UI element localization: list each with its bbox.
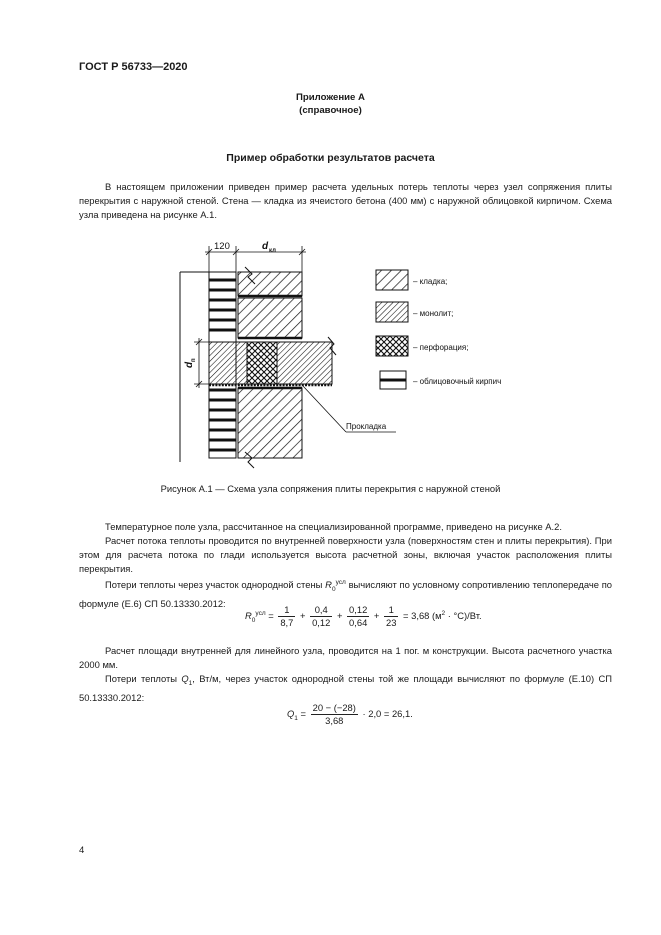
legend-label-masonry: – кладка; [413, 277, 448, 286]
dimension-dn-subscript: п [191, 358, 197, 362]
paragraph-area: Расчет площади внутренней для линейного узла, проводится на 1 пог. м конструкции. Высота расчетного участка 2000 мм. [79, 645, 612, 670]
document-header: ГОСТ Р 56733—2020 [79, 61, 188, 73]
appendix-subtitle: (справочное) [299, 105, 362, 116]
masonry-lower [238, 388, 302, 458]
legend-swatch-masonry [376, 270, 408, 290]
section-title: Пример обработки результатов расчета [226, 152, 435, 164]
dimension-d-label: d [262, 241, 269, 252]
legend-swatch-brick [380, 371, 406, 389]
junction-diagram [150, 234, 530, 480]
paragraph-resistance: Потери теплоты через участок однородной стены $R_0^{усл}$ вычисляют по условному сопротивлению теплопередаче по формуле (Е.6) СП 50.13330.2012: [79, 579, 612, 609]
legend-label-perforation: – перфорация; [413, 343, 469, 352]
legend-swatch-perforation [376, 336, 408, 356]
formula-heat-loss: $Q_1$ = $\frac{20 - (-28)}{3,68}$ · 2,0 = 26,1. [287, 702, 413, 726]
page-number: 4 [79, 845, 85, 856]
dimension-dn-label: d [184, 361, 195, 368]
masonry-upper [238, 272, 302, 296]
paragraph-heat-flow: Расчет потока теплоты проводится по внутренней поверхности узла (поверхностям стен и плиты перекрытия). При этом для расчета потока по глади используется высота расчетной зоны, включая участок расположения плиты перекрытия. [79, 535, 612, 574]
masonry-upper-2 [238, 298, 302, 338]
paragraph-thermal-field: Температурное поле узла, рассчитанное на специализированной программе, приведено на рисунке А.2. [105, 521, 562, 532]
legend-label-brick: – облицовочный кирпич [413, 377, 502, 386]
slab-perforation [247, 342, 277, 384]
appendix-title: Приложение А [296, 92, 365, 103]
slab-monolith [277, 342, 332, 384]
paragraph-heat-loss: Потери теплоты $Q_1$, Вт/м, через участок однородной стены той же площади вычисляют по формуле (Е.10) СП 50.13330.2012: [79, 673, 612, 703]
dimension-d-subscript: кл [269, 248, 276, 254]
gasket-label: Прокладка [346, 422, 387, 431]
intro-paragraph: В настоящем приложении приведен пример расчета удельных потерь теплоты через узел сопряжения плиты перекрытия с наружной стеной. Стена — кладка из ячеистого бетона (400 мм) с наружной облицовкой кирпичом. Схема узла приведена на рисунке А.1. [79, 181, 612, 220]
formula-resistance: $R_0^{усл}$ = $\frac{1}{8,7}$ + $\frac{0,4}{0,12}$ + $\frac{0,12}{0,64}$ + $\frac{1}{23}$ = 3,68 $(м^2 \cdot ^\circ С)/Вт$. [245, 604, 482, 628]
dimension-120-label: 120 [214, 241, 230, 252]
legend [376, 270, 501, 389]
slab-monolith-edge [209, 342, 247, 384]
legend-label-monolith: – монолит; [413, 309, 454, 318]
legend-swatch-monolith [376, 302, 408, 322]
figure-caption: Рисунок А.1 — Схема узла сопряжения плиты перекрытия с наружной стеной [160, 483, 501, 494]
